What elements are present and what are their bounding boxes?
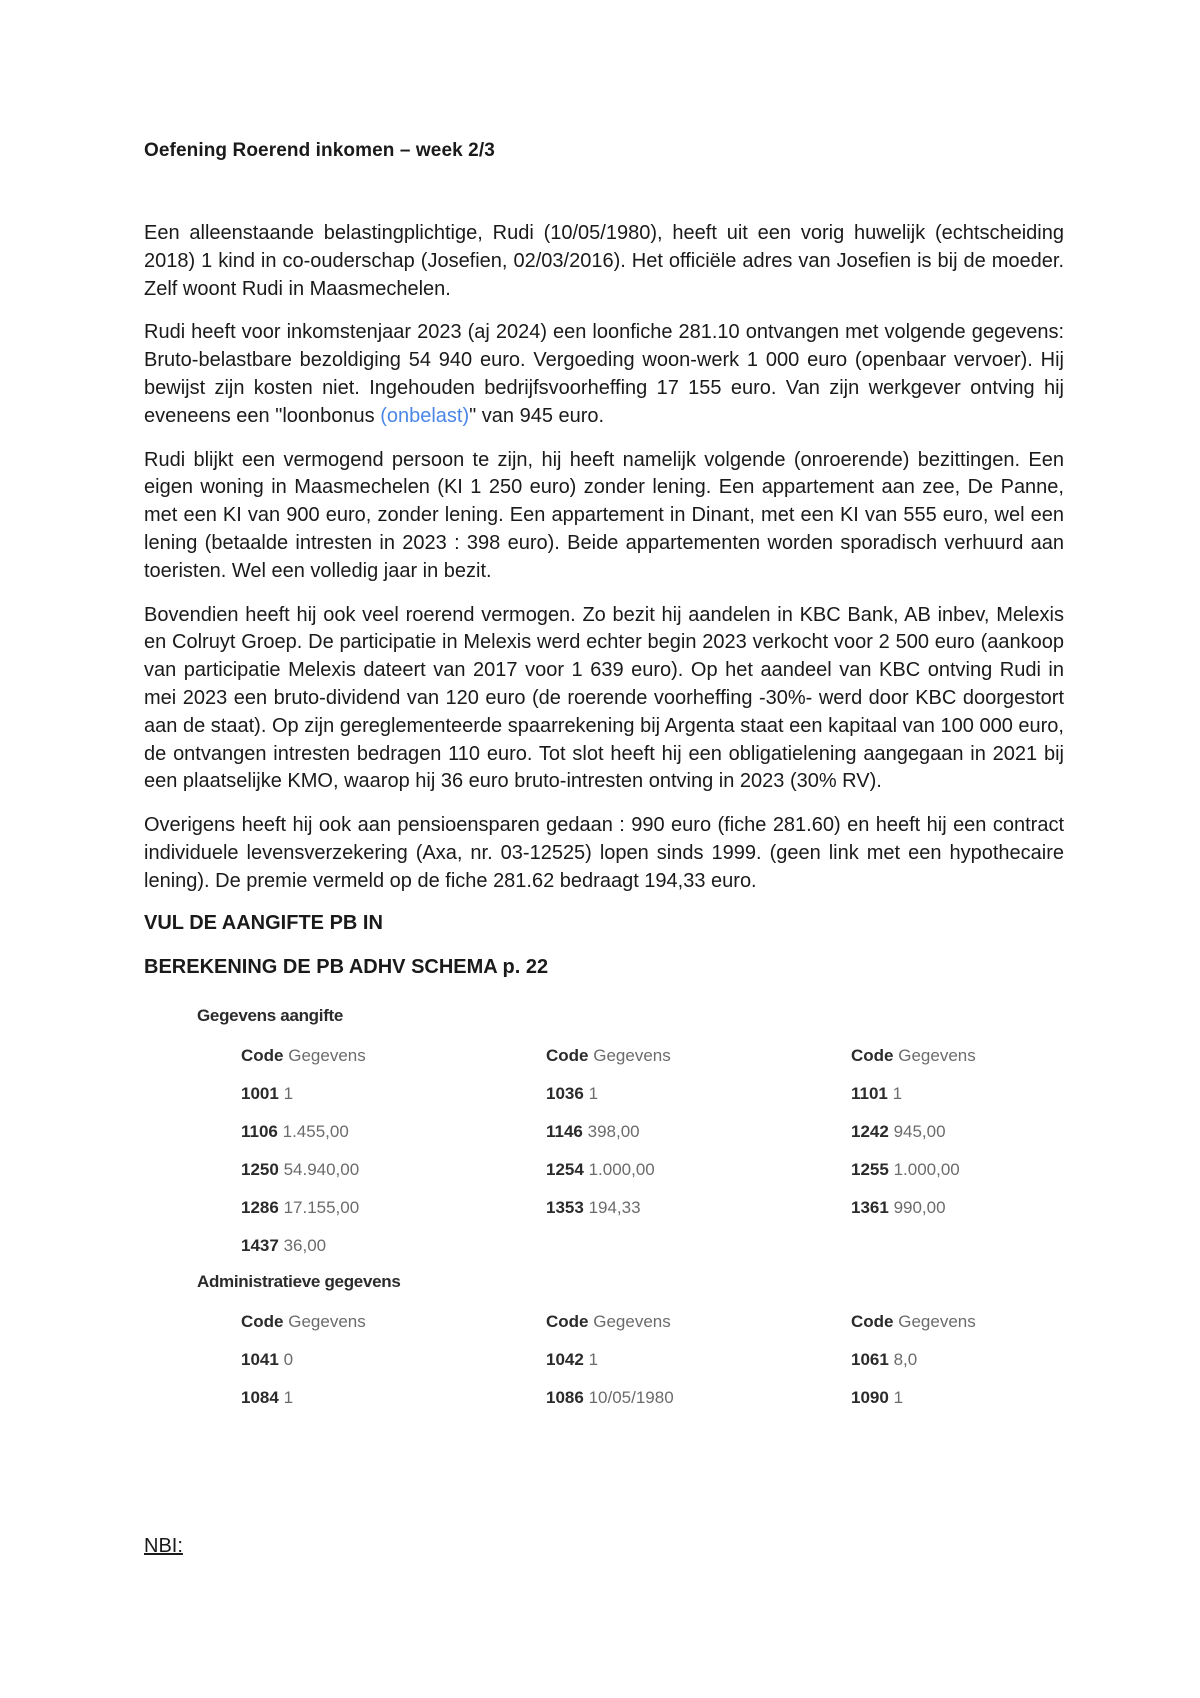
data-cell <box>241 1383 546 1421</box>
data-cell <box>851 1155 1051 1193</box>
data-cell <box>241 1079 546 1117</box>
data-cell <box>241 1193 546 1231</box>
aangifte-grid <box>241 1041 1064 1269</box>
code-number: 1250 <box>241 1159 279 1179</box>
data-cell <box>546 1193 851 1231</box>
section-title-administratief: Administratieve gegevens <box>197 1271 401 1291</box>
column-header <box>241 1041 546 1079</box>
data-cell <box>851 1345 1051 1383</box>
header-value-label: Gegevens <box>898 1045 976 1065</box>
data-cell <box>546 1345 851 1383</box>
data-cell <box>851 1117 1051 1155</box>
code-value: 398,00 <box>587 1121 640 1141</box>
header-value-label: Gegevens <box>593 1045 671 1065</box>
code-number: 1255 <box>851 1159 889 1179</box>
header-value-label: Gegevens <box>288 1311 366 1331</box>
code-value: 0 <box>283 1349 294 1369</box>
code-value: 945,00 <box>893 1121 946 1141</box>
code-number: 1361 <box>851 1197 889 1217</box>
header-code-label: Code <box>241 1311 284 1331</box>
code-value: 1 <box>893 1387 904 1407</box>
document-title: Oefening Roerend inkomen – week 2/3 <box>144 140 495 161</box>
code-value: 36,00 <box>283 1235 327 1255</box>
column-header <box>546 1041 851 1079</box>
code-number: 1106 <box>241 1121 278 1141</box>
header-value-label: Gegevens <box>288 1045 366 1065</box>
data-cell <box>851 1231 1051 1269</box>
data-cell <box>241 1231 546 1269</box>
code-number: 1437 <box>241 1235 279 1255</box>
column-header <box>851 1041 1051 1079</box>
code-number: 1286 <box>241 1197 279 1217</box>
column-header <box>241 1307 546 1345</box>
header-code-label: Code <box>241 1045 284 1065</box>
paragraph-wages <box>144 319 1064 430</box>
code-number: 1084 <box>241 1387 279 1407</box>
code-number: 1090 <box>851 1387 889 1407</box>
heading-calculation: BEREKENING DE PB ADHV SCHEMA p. 22 <box>144 955 549 978</box>
code-value: 10/05/1980 <box>588 1387 674 1407</box>
heading-fill-declaration: VUL DE AANGIFTE PB IN <box>144 911 383 934</box>
nbi-label: NBI: <box>144 1535 183 1557</box>
code-value: 54.940,00 <box>283 1159 360 1179</box>
section-title-aangifte: Gegevens aangifte <box>197 1005 344 1025</box>
code-number: 1254 <box>546 1159 584 1179</box>
data-cell <box>851 1079 1051 1117</box>
header-value-label: Gegevens <box>593 1311 671 1331</box>
header-value-label: Gegevens <box>898 1311 976 1331</box>
header-code-label: Code <box>851 1045 894 1065</box>
code-number: 1146 <box>546 1121 583 1141</box>
code-value: 1.455,00 <box>282 1121 349 1141</box>
paragraph-situation: Een alleenstaande belastingplichtige, Rudi (10/05/1980), heeft uit een vorig huwelijk (echtscheiding 2018) 1 kind in co-ouderschap (Josefien, 02/03/2016). Het officiële adres van Josefien is bij de moeder. Zelf woont Rudi in Maasmechelen. <box>144 222 1064 300</box>
document-page <box>144 140 1064 1421</box>
code-value: 194,33 <box>588 1197 641 1217</box>
column-header <box>851 1307 1051 1345</box>
data-cell <box>546 1079 851 1117</box>
code-value: 17.155,00 <box>283 1197 360 1217</box>
paragraph-pension-savings: Overigens heeft hij ook aan pensioensparen gedaan : 990 euro (fiche 281.60) en heeft hij een contract individuele levensverzekering (Axa, nr. 03-12525) lopen sinds 1999. (geen link met een hypothecaire lening). De premie vermeld op de fiche 281.62 bedraagt 194,33 euro. <box>144 814 1064 892</box>
declaration-data-block <box>197 1003 1064 1421</box>
code-number: 1041 <box>241 1349 279 1369</box>
code-value: 1.000,00 <box>588 1159 655 1179</box>
code-number: 1042 <box>546 1349 584 1369</box>
code-number: 1061 <box>851 1349 889 1369</box>
paragraph-wages-text-end: " van 945 euro. <box>469 404 605 427</box>
data-cell <box>851 1383 1051 1421</box>
data-cell <box>546 1231 851 1269</box>
code-number: 1353 <box>546 1197 584 1217</box>
paragraph-real-estate: Rudi blijkt een vermogend persoon te zijn, hij heeft namelijk volgende (onroerende) bezittingen. Een eigen woning in Maasmechelen (KI 1 250 euro) zonder lening. Een appartement aan zee, De Panne, met een KI van 900 euro, zonder lening. Een appartement in Dinant, met een KI van 555 euro, wel een lening (betaalde intresten in 2023 : 398 euro). Beide appartementen worden sporadisch verhuurd aan toeristen. Wel een volledig jaar in bezit. <box>144 448 1064 582</box>
data-cell <box>546 1383 851 1421</box>
onbelast-link[interactable]: (onbelast) <box>380 404 470 427</box>
code-value: 1.000,00 <box>893 1159 960 1179</box>
header-code-label: Code <box>546 1311 589 1331</box>
code-value: 1 <box>892 1083 903 1103</box>
code-number: 1001 <box>241 1083 279 1103</box>
code-number: 1242 <box>851 1121 889 1141</box>
data-cell <box>241 1117 546 1155</box>
code-value: 1 <box>588 1349 599 1369</box>
code-value: 1 <box>283 1387 294 1407</box>
data-cell <box>546 1117 851 1155</box>
column-header <box>546 1307 851 1345</box>
data-cell <box>851 1193 1051 1231</box>
data-cell <box>241 1345 546 1383</box>
code-value: 1 <box>283 1083 294 1103</box>
data-cell <box>546 1155 851 1193</box>
administratief-grid <box>241 1307 1064 1421</box>
code-number: 1101 <box>851 1083 888 1103</box>
paragraph-wages-text: Rudi heeft voor inkomstenjaar 2023 (aj 2024) een loonfiche 281.10 ontvangen met volgende gegevens: Bruto-belastbare bezoldiging 54 940 euro. Vergoeding woon-werk 1 000 euro (openbaar vervoer). Hij bewijst zijn kosten niet. Ingehouden bedrijfsvoorheffing 17 155 euro. Van zijn werkgever ontving hij eveneens een "loonbonus <box>144 321 1064 427</box>
code-number: 1086 <box>546 1387 584 1407</box>
code-value: 990,00 <box>893 1197 946 1217</box>
data-cell <box>241 1155 546 1193</box>
header-code-label: Code <box>851 1311 894 1331</box>
code-value: 1 <box>588 1083 599 1103</box>
code-value: 8,0 <box>893 1349 918 1369</box>
paragraph-movable-assets: Bovendien heeft hij ook veel roerend vermogen. Zo bezit hij aandelen in KBC Bank, AB inbev, Melexis en Colruyt Groep. De participatie in Melexis werd echter begin 2023 verkocht voor 2 500 euro (aankoop van participatie Melexis dateert van 2017 voor 1 639 euro). Op het aandeel van KBC ontving Rudi in mei 2023 een bruto-dividend van 120 euro (de roerende voorheffing -30%- werd door KBC doorgestort aan de staat). Op zijn gereglementeerde spaarrekening bij Argenta staat een kapitaal van 100 000 euro, de ontvangen intresten bedragen 110 euro. Tot slot heeft hij een obligatielening aangegaan in 2021 bij een plaatselijke KMO, waarop hij 36 euro bruto-intresten ontving in 2023 (30% RV). <box>144 603 1064 793</box>
header-code-label: Code <box>546 1045 589 1065</box>
code-number: 1036 <box>546 1083 584 1103</box>
